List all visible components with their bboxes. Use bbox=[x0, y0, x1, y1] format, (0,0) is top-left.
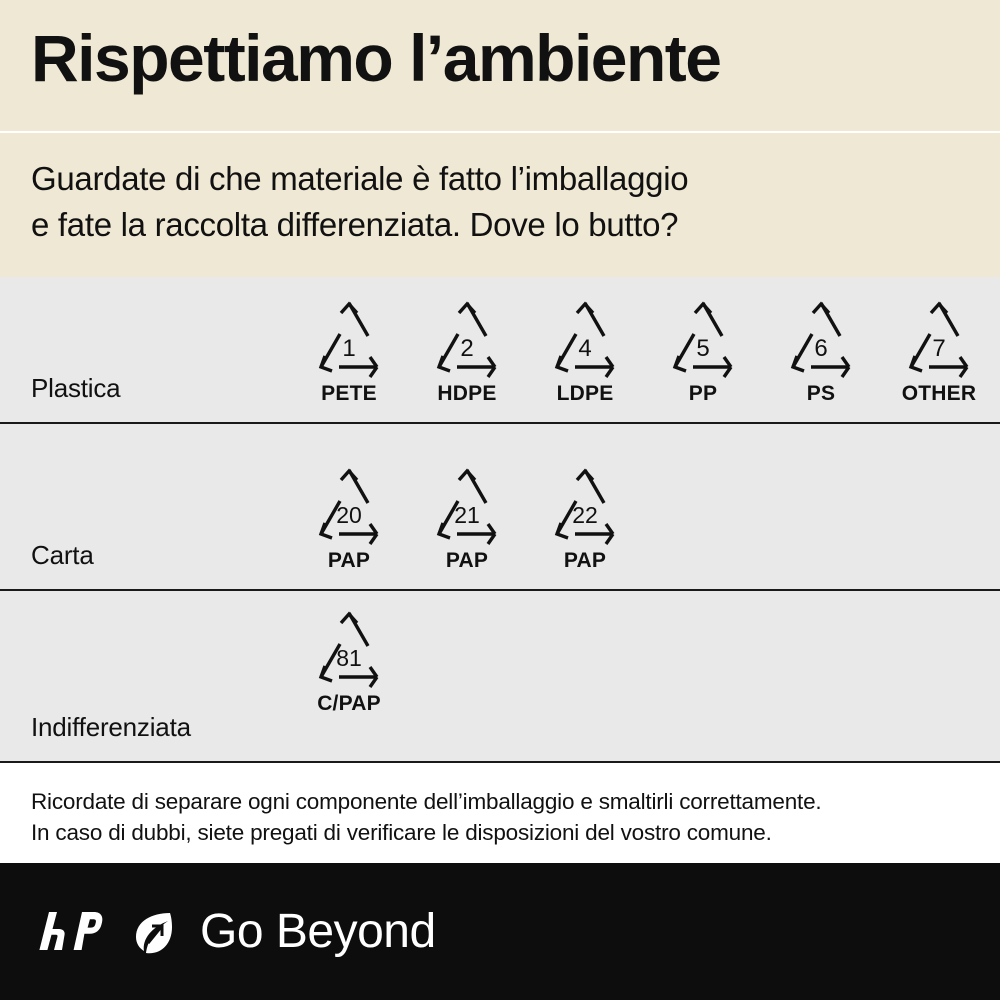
material-rows bbox=[0, 277, 1000, 763]
symbol-number: 20 bbox=[336, 502, 362, 528]
recycling-symbol-pap-20 bbox=[300, 462, 398, 573]
recycling-triangle-icon bbox=[891, 295, 987, 379]
brand-text: Go Beyond bbox=[200, 905, 436, 958]
recycling-triangle-icon bbox=[537, 462, 633, 546]
recycling-triangle-icon bbox=[301, 605, 397, 689]
hp-logo-icon bbox=[38, 908, 112, 956]
symbol-group-indifferenziata bbox=[300, 591, 398, 761]
recycling-symbol-pap-21 bbox=[418, 462, 516, 573]
row-label-indifferenziata: Indifferenziata bbox=[31, 712, 191, 742]
symbol-number: 4 bbox=[578, 335, 592, 362]
symbol-code: HDPE bbox=[437, 382, 497, 405]
recycling-symbol-ps bbox=[772, 295, 870, 406]
recycling-symbol-cpap-81 bbox=[300, 605, 398, 716]
symbol-number: 7 bbox=[932, 335, 946, 362]
recycling-symbol-pap-22 bbox=[536, 462, 634, 573]
row-label-carta: Carta bbox=[31, 540, 94, 570]
recycling-symbol-pp bbox=[654, 295, 752, 406]
symbol-code: OTHER bbox=[901, 382, 977, 405]
symbol-code: PAP bbox=[327, 549, 371, 572]
symbol-group-plastica bbox=[300, 277, 988, 422]
symbol-group-carta bbox=[300, 424, 634, 589]
recycling-symbol-pete bbox=[300, 295, 398, 406]
brand-lockup bbox=[38, 904, 436, 959]
symbol-number: 21 bbox=[454, 502, 480, 528]
material-row-indifferenziata bbox=[0, 591, 1000, 763]
recycling-triangle-icon bbox=[537, 295, 633, 379]
symbol-code: C/PAP bbox=[317, 692, 381, 715]
symbol-number: 6 bbox=[814, 335, 828, 362]
symbol-code: LDPE bbox=[556, 382, 614, 405]
footer-note-line-1: Ricordate di separare ogni componente dell’imballaggio e smaltirli correttamente. bbox=[31, 789, 822, 814]
footer-note-line-2: In caso di dubbi, siete pregati di verificare le disposizioni del vostro comune. bbox=[31, 820, 772, 845]
page-title: Rispettiamo l’ambiente bbox=[31, 21, 721, 95]
symbol-number: 1 bbox=[342, 335, 356, 362]
symbol-code: PS bbox=[806, 382, 836, 405]
row-label-plastica: Plastica bbox=[31, 373, 121, 403]
subtitle-line-1: Guardate di che materiale è fatto l’imballaggio bbox=[31, 160, 689, 197]
symbol-number: 22 bbox=[572, 502, 598, 528]
symbol-code: PAP bbox=[563, 549, 607, 572]
subtitle-line-2: e fate la raccolta differenziata. Dove lo butto? bbox=[31, 206, 679, 243]
title-band bbox=[0, 0, 1000, 131]
recycling-triangle-icon bbox=[301, 462, 397, 546]
symbol-number: 5 bbox=[696, 335, 710, 362]
material-row-carta bbox=[0, 424, 1000, 591]
recycling-triangle-icon bbox=[301, 295, 397, 379]
symbol-code: PP bbox=[688, 382, 718, 405]
subtitle-band bbox=[0, 131, 1000, 277]
recycling-triangle-icon bbox=[419, 462, 515, 546]
material-row-plastica bbox=[0, 277, 1000, 424]
recycling-triangle-icon bbox=[655, 295, 751, 379]
recycling-triangle-icon bbox=[419, 295, 515, 379]
recycling-symbol-other bbox=[890, 295, 988, 406]
symbol-code: PETE bbox=[321, 382, 377, 405]
recycling-symbol-hdpe bbox=[418, 295, 516, 406]
symbol-code: PAP bbox=[445, 549, 489, 572]
symbol-number: 81 bbox=[336, 645, 362, 671]
footer-note bbox=[0, 763, 1000, 863]
symbol-number: 2 bbox=[460, 335, 474, 362]
recycling-symbol-ldpe bbox=[536, 295, 634, 406]
leaf-arrow-icon bbox=[130, 909, 176, 955]
recycling-triangle-icon bbox=[773, 295, 869, 379]
brand-bar bbox=[0, 863, 1000, 1000]
